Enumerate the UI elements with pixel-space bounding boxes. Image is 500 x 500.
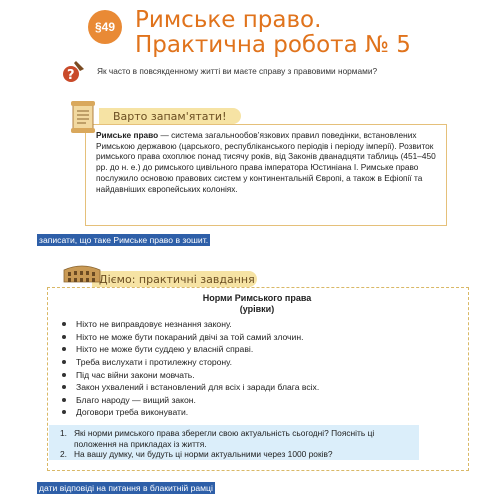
list-item [62,381,422,394]
question-number: 2. [60,449,67,459]
definition-text [96,130,441,194]
definition-term: Римське право [96,130,159,140]
instruction-highlight-2: дати відповіді на питання в блакитній рамці [39,483,213,493]
norm-text: Ніхто не виправдовує незнання закону. [76,319,232,330]
norm-text: Договори треба виконувати. [76,407,189,418]
scroll-icon [69,100,97,134]
norm-text: Благо народу — вищий закон. [76,394,196,405]
bullet-icon [62,398,66,402]
norm-text: Ніхто не може бути покараний двічі за той самий злочин. [76,331,304,342]
bullet-icon [62,335,66,339]
bullet-icon [62,385,66,389]
list-item [62,331,422,344]
question-number: 1. [60,428,67,438]
bullet-icon [62,322,66,326]
question-text: На вашу думку, чи будуть ці норми актуальними через 1000 років? [74,449,333,459]
intro-question: Як часто в повсякденному житті ви маєте справу з правовими нормами? [97,66,378,76]
norm-text: Треба вислухати і протилежну сторону. [76,357,232,368]
title-line-2: Практична робота № 5 [135,32,411,58]
section-badge: §49 [88,10,122,44]
norms-heading: Норми Римського права [202,293,312,303]
bullet-icon [62,373,66,377]
question-text: Які норми римського права зберегли свою актуальність сьогодні? Поясніть ці положення на прикладах із життя. [74,428,375,449]
page-title [135,8,475,58]
norm-text: Ніхто не може бути суддею у власній справі. [76,344,254,355]
bullet-icon [62,410,66,414]
colosseum-icon [62,262,102,284]
svg-text:?: ? [67,68,75,83]
definition-body: — система загальнообов’язкових правил поведінки, встановлених Римською державою (царського, республіканського періодів і періоду імперії). Розвиток римського права охоплює понад тисячу років, від Законів дванадцяти таблиць (451–450 рр. до н. е.) до римського цивільного права імператора Юстиніана І. Римське право послужило основою правових систем у континентальній Європі, а також в Ефіопії та найдавніших європейських колоніях. [96,130,436,194]
title-line-1: Римське право. [135,7,322,33]
question-item-1 [60,428,410,449]
norm-text: Закон ухвалений і встановлений для всіх і заради блага всіх. [76,382,320,393]
question-item-2 [60,449,410,460]
norms-title [47,293,467,315]
list-item [62,368,422,381]
norms-subheading: (урівки) [239,304,275,314]
list-item [62,343,422,356]
list-item [62,406,422,419]
bullet-icon [62,347,66,351]
norm-text: Під час війни закони мовчать. [76,369,195,380]
list-item [62,318,422,331]
list-item [62,356,422,369]
instruction-highlight-1: записати, що таке Римське право в зошит. [39,235,209,245]
remember-title: Варто запам'ятати! [113,110,227,123]
act-title: Діємо: практичні завдання [99,273,255,286]
question-mark-icon [62,59,86,85]
norms-list [62,318,422,419]
bullet-icon [62,360,66,364]
list-item [62,394,422,407]
